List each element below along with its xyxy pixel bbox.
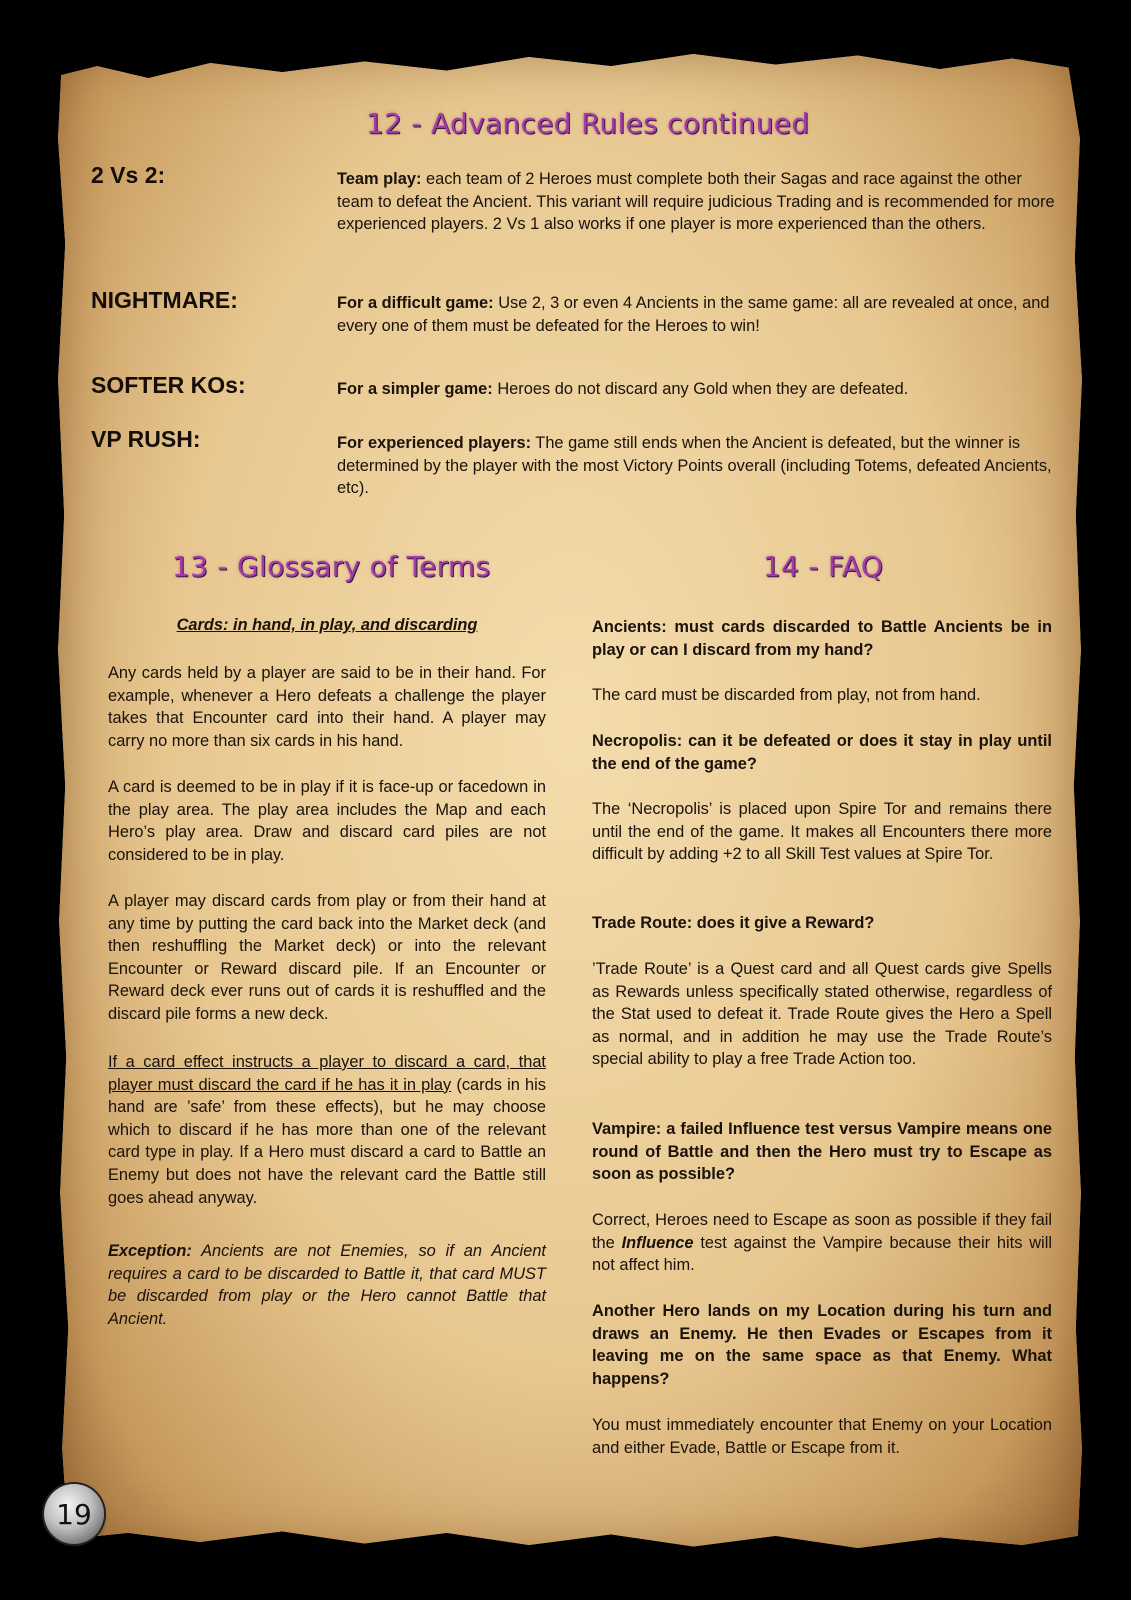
rule-text-nightmare — [337, 292, 1057, 337]
rule-label-vp-rush: VP RUSH: — [91, 426, 201, 452]
page-number-badge: 19 — [44, 1484, 104, 1544]
rule-lead: Team play: — [337, 170, 422, 188]
rule-body: each team of 2 Heroes must complete both their Sagas and race against the other team to defeat the Ancient. This variant will require judicious Trading and is recommended for more experienced players. 2 Vs 1 also works if one player is more experienced than the others. — [337, 170, 1055, 234]
faq-question-another-hero: Another Hero lands on my Location during his turn and draws an Enemy. He then Evades or Escapes from it leaving me on the same space as that Enemy. What happens? — [592, 1302, 1052, 1388]
faq-question-necropolis: Necropolis: can it be defeated or does it stay in play until the end of the game? — [592, 732, 1052, 773]
glossary-paragraph-in-play: A card is deemed to be in play if it is face-up or facedown in the play area. The play area includes the Map and each Hero’s play area. Draw and discard card piles are not considered to be in play. — [108, 778, 546, 864]
glossary-exception — [108, 1240, 546, 1330]
exception-text: Ancients are not Enemies, so if an Ancient requires a card to be discarded to Battle it, that card MUST be discarded from play or the Hero cannot Battle that Ancient. — [108, 1242, 546, 1328]
rule-lead: For experienced players: — [337, 434, 532, 452]
rule-label-nightmare: NIGHTMARE: — [91, 287, 238, 313]
section-12-title: 12 - Advanced Rules continued — [366, 107, 810, 140]
faq-question-trade-route: Trade Route: does it give a Reward? — [592, 914, 875, 932]
exception-lead: Exception: — [108, 1242, 192, 1260]
faq-answer-trade-route: ’Trade Route’ is a Quest card and all Quest cards give Spells as Rewards unless specifically stated otherwise, regardless of the Stat used to defeat it. Trade Route gives the Hero a Spell as normal, and in addition he may use the Trade Route’s special ability to play a free Trade Action too. — [592, 960, 1052, 1069]
paragraph-rest: (cards in his hand are ’safe’ from these effects), but he may choose which to discard if he has more than one of the relevant card type in play. If a Hero must discard a card to Battle an Enemy but does not have the relevant card the Battle still goes ahead anyway. — [108, 1075, 546, 1207]
rule-body: The game still ends when the Ancient is defeated, but the winner is determined by the player with the most Victory Points overall (including Totems, defeated Ancients, etc). — [337, 434, 1052, 498]
underlined-rule: If a card effect instructs a player to discard a card, that player must discard the card if he has it in play — [108, 1053, 546, 1094]
faq-answer-vampire — [592, 1209, 1052, 1277]
rule-text-2vs2 — [337, 168, 1057, 236]
rule-text-vp-rush — [337, 432, 1057, 500]
rule-label-softer-kos: SOFTER KOs: — [91, 372, 246, 398]
faq-answer-necropolis: The ‘Necropolis’ is placed upon Spire Tor and remains there until the end of the game. It makes all Encounters there more difficult by adding +2 to all Skill Test values at Spire Tor. — [592, 800, 1052, 864]
faq-question-ancients: Ancients: must cards discarded to Battle Ancients be in play or can I discard from my hand? — [592, 618, 1052, 659]
answer-text: test against the Vampire because their hits will not affect him. — [592, 1233, 1052, 1275]
rule-lead: For a simpler game: — [337, 380, 493, 398]
faq-answer-ancients: The card must be discarded from play, not from hand. — [592, 686, 981, 704]
rule-label-2vs2: 2 Vs 2: — [91, 162, 166, 188]
faq-question-vampire: Vampire: a failed Influence test versus Vampire means one round of Battle and then the Hero must try to Escape as soon as possible? — [592, 1120, 1052, 1184]
section-13-title: 13 - Glossary of Terms — [172, 550, 491, 583]
rule-lead: For a difficult game: — [337, 294, 494, 312]
rule-body: Heroes do not discard any Gold when they are defeated. — [492, 380, 909, 398]
rule-text-softer-kos — [337, 378, 1057, 401]
rule-body: Use 2, 3 or even 4 Ancients in the same game: all are revealed at once, and every one of them must be defeated for the Heroes to win! — [337, 294, 1050, 335]
glossary-paragraph-hand: Any cards held by a player are said to be in their hand. For example, whenever a Hero defeats a challenge the player takes that Encounter card into their hand. A player may carry no more than six cards in his hand. — [108, 664, 546, 750]
faq-answer-another-hero: You must immediately encounter that Enemy on your Location and either Evade, Battle or Escape from it. — [592, 1416, 1052, 1457]
glossary-paragraph-card-effect — [108, 1051, 546, 1209]
answer-text: Correct, Heroes need to Escape as soon as possible if they fail the — [592, 1211, 1052, 1252]
glossary-subheading: Cards: in hand, in play, and discarding — [176, 616, 478, 634]
glossary-paragraph-discard: A player may discard cards from play or from their hand at any time by putting the card back into the Market deck (and then reshuffling the Market deck) or into the relevant Encounter or Reward discard pile. If an Encounter or Reward deck ever runs out of cards it is reshuffled and the discard pile forms a new deck. — [108, 892, 546, 1023]
section-14-title: 14 - FAQ — [763, 550, 884, 583]
answer-emphasis: Influence — [621, 1233, 694, 1252]
